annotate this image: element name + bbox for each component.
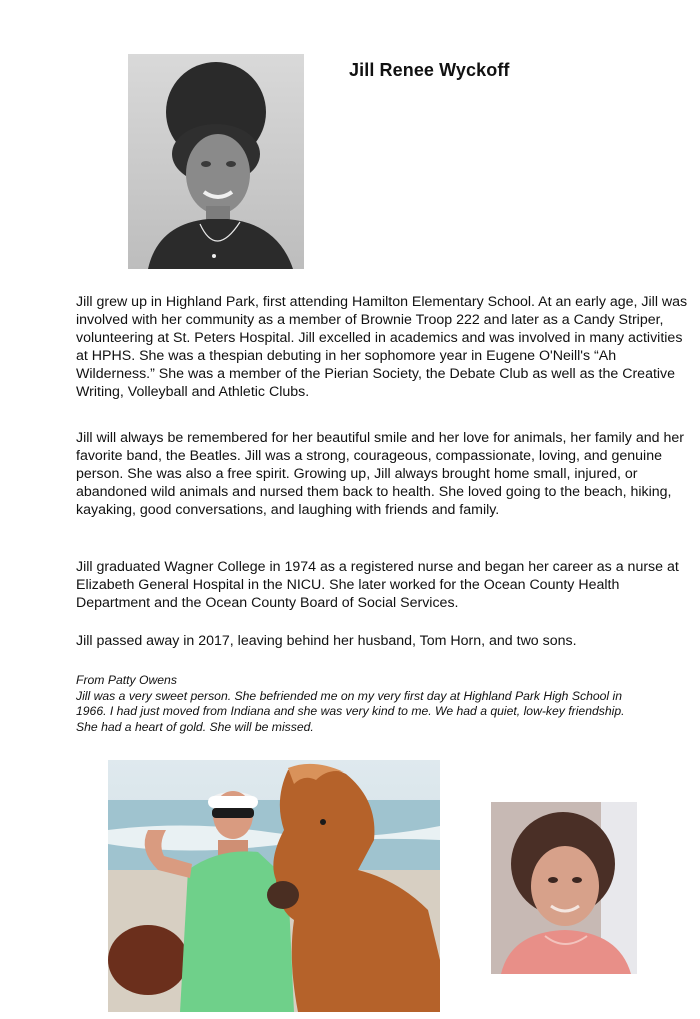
paragraph-remembrance: Jill will always be remembered for her beautiful smile and her love for animals, her family and her favorite band, the Beatles. Jill was a strong, courageous, compassionate, loving, and genuine person. She was also a free spirit. Growing up, Jill always brought home small, injured, or abandoned wild animals and nursed them back to health. She loved going to the beach, hiking, kayaking, good conversations, and laughing with friends and family. [76, 430, 684, 519]
yearbook-portrait-photo [128, 54, 304, 269]
beach-horse-photo [108, 760, 440, 1012]
young-portrait-photo [491, 802, 637, 974]
paragraph-passing: Jill passed away in 2017, leaving behind her husband, Tom Horn, and two sons. [76, 633, 577, 649]
tribute-author: From Patty Owens [76, 673, 177, 687]
paragraph-career: Jill graduated Wagner College in 1974 as a registered nurse and began her career as a nurse at Elizabeth General Hospital in the NICU. She later worked for the Ocean County Health Department and the Ocean County Board of Social Services. [76, 559, 679, 612]
tribute-text: Jill was a very sweet person. She befriended me on my very first day at Highland Park High School in 1966. I had just moved from Indiana and she was very kind to me. We had a quiet, low-key friendship. She had a heart of gold. She will be missed. [76, 688, 625, 734]
tribute-block [76, 673, 636, 735]
paragraph-early-life: Jill grew up in Highland Park, first attending Hamilton Elementary School. At an early age, Jill was involved with her community as a member of Brownie Troop 222 and later as a Candy Striper, volunteering at St. Peters Hospital. Jill excelled in academics and was involved in many activities at HPHS. She was a thespian debuting in her sophomore year in Eugene O'Neill's “Ah Wilderness.” She was a member of the Pierian Society, the Debate Club as well as the Creative Writing, Volleyball and Athletic Clubs. [76, 294, 688, 401]
page-title: Jill Renee Wyckoff [349, 60, 510, 80]
